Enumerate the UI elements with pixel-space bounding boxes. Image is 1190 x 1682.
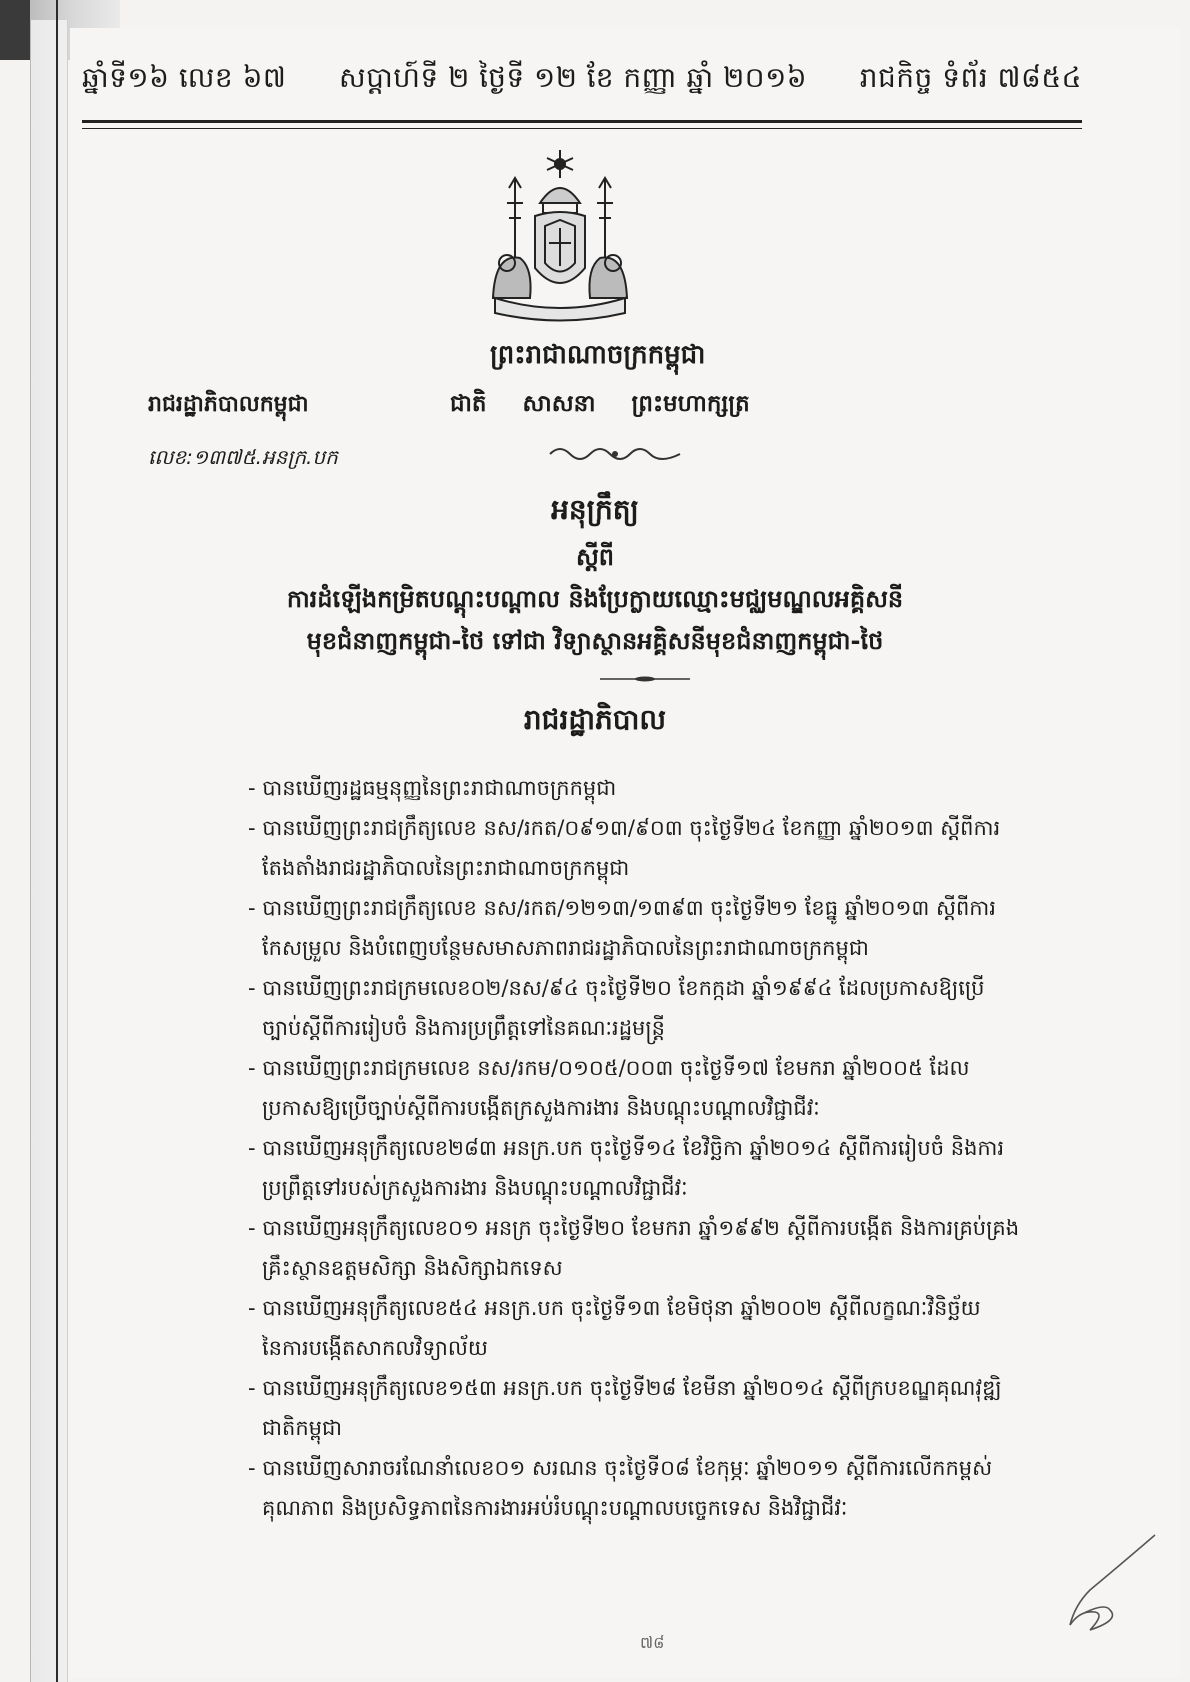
motto-king: ព្រះមហាក្សត្រ <box>631 391 750 417</box>
scan-page-stack <box>30 20 68 1682</box>
preamble-clause <box>248 968 1088 1048</box>
initial-signature-icon <box>1050 1530 1160 1640</box>
kingdom-title: ព្រះរាជាណាចក្រកម្ពុជា <box>490 340 706 370</box>
scan-binding-line <box>56 0 58 1682</box>
ornament-divider-icon <box>545 442 685 466</box>
clause-line: - បានឃើញអនុក្រឹត្យលេខ៥៤ អនក្រ.បក ចុះថ្ងៃទី១៣ ខែមិថុនា ឆ្នាំ២០០២ ស្តីពីលក្ខណៈវិនិច្ឆ័យ <box>248 1296 981 1320</box>
page-number: ៧៨ <box>640 1633 665 1652</box>
clause-continuation: ប្រព្រឹត្តទៅរបស់ក្រសួងការងារ និងបណ្តុះបណ្តាលវិជ្ជាជីវៈ <box>262 1176 688 1200</box>
issuer-name: រាជរដ្ឋាភិបាលកម្ពុជា <box>148 392 309 417</box>
clause-continuation: កែសម្រួល និងបំពេញបន្ថែមសមាសភាពរាជរដ្ឋាភិបាលនៃព្រះរាជាណាចក្រកម្ពុជា <box>262 936 869 960</box>
clause-line: - បានឃើញព្រះរាជក្រឹត្យលេខ នស/រកត/១២១៣/១៣៩៣ ចុះថ្ងៃទី២១ ខែធ្នូ ឆ្នាំ២០១៣ ស្តីពីការ <box>248 896 996 920</box>
header-week: សប្តាហ៍ទី ២ ថ្ងៃទី ១២ ខែ កញ្ញា ឆ្នាំ ២០១៦ <box>338 61 808 94</box>
clause-line: - បានឃើញអនុក្រឹត្យលេខ១៥៣ អនក្រ.បក ចុះថ្ងៃទី២៨ ខែមីនា ឆ្នាំ២០១៤ ស្តីពីក្របខណ្ឌគុណវុឌ្ឍិ <box>248 1376 1002 1400</box>
clause-line: - បានឃើញអនុក្រឹត្យលេខ២៨៣ អនក្រ.បក ចុះថ្ងៃទី១៤ ខែវិច្ឆិកា ឆ្នាំ២០១៤ ស្តីពីការរៀបចំ និងការ <box>248 1136 1005 1160</box>
motto-nation: ជាតិ <box>450 391 487 417</box>
preamble-clause <box>248 1368 1088 1448</box>
national-motto <box>450 390 750 423</box>
clause-line: - បានឃើញព្រះរាជក្រមលេខ នស/រកម/០១០៥/០០៣ ចុះថ្ងៃទី១៧ ខែមករា ឆ្នាំ២០០៥ ដែល <box>248 1056 970 1080</box>
document-type: អនុក្រឹត្យ <box>551 493 639 526</box>
motto-religion: សាសនា <box>522 391 596 417</box>
government-heading: រាជរដ្ឋាភិបាល <box>523 703 667 736</box>
header-rule <box>82 120 1082 129</box>
preamble-clause <box>248 1208 1088 1288</box>
preamble-clause <box>248 888 1088 968</box>
preamble-clause <box>248 1288 1088 1368</box>
title-about: ស្តីពី <box>575 543 615 571</box>
preamble-clause <box>248 1128 1088 1208</box>
clause-continuation: គុណភាព និងប្រសិទ្ធភាពនៃការងារអប់រំបណ្តុះបណ្តាលបច្ចេកទេស និងវិជ្ជាជីវៈ <box>262 1496 848 1520</box>
clause-line: - បានឃើញអនុក្រឹត្យលេខ០១ អនក្រ ចុះថ្ងៃទី២០ ខែមករា ឆ្នាំ១៩៩២ ស្តីពីការបង្កើត និងការគ្រប់គ្រង <box>248 1216 1020 1240</box>
title-divider-icon <box>600 674 690 684</box>
preamble-clauses <box>248 768 1088 1528</box>
clause-continuation: ជាតិកម្ពុជា <box>262 1416 342 1440</box>
preamble-clause <box>248 768 1088 808</box>
clause-line: - បានឃើញសារាចរណែនាំលេខ០១ សរណន ចុះថ្ងៃទី០៨ ខែកុម្ភៈ ឆ្នាំ២០១១ ស្តីពីការលើកកម្ពស់ <box>248 1456 993 1480</box>
clause-continuation: គ្រឹះស្ថានឧត្តមសិក្សា និងសិក្សាឯកទេស <box>262 1256 563 1280</box>
title-line-1: ការដំឡើងកម្រិតបណ្តុះបណ្តាល និងប្រែក្លាយឈ្មោះមជ្ឈមណ្ឌលអគ្គិសនី <box>286 585 904 613</box>
clause-continuation: តែងតាំងរាជរដ្ឋាភិបាលនៃព្រះរាជាណាចក្រកម្ពុជា <box>262 856 630 880</box>
clause-continuation: ប្រកាសឱ្យប្រើច្បាប់ស្តីពីការបង្កើតក្រសួងការងារ និងបណ្តុះបណ្តាលវិជ្ជាជីវៈ <box>262 1096 820 1120</box>
clause-continuation: ច្បាប់ស្តីពីការរៀបចំ និងការប្រព្រឹត្តទៅនៃគណៈរដ្ឋមន្ត្រី <box>262 1016 665 1040</box>
clause-line: - បានឃើញព្រះរាជក្រឹត្យលេខ នស/រកត/០៩១៣/៩០៣ ចុះថ្ងៃទី២៤ ខែកញ្ញា ឆ្នាំ២០១៣ ស្តីពីការ <box>248 816 1001 840</box>
gazette-header <box>82 60 1082 101</box>
preamble-clause <box>248 1048 1088 1128</box>
header-issue: ឆ្នាំទី១៦ លេខ ៦៧ <box>82 61 287 94</box>
royal-coat-of-arms-icon <box>485 148 635 328</box>
reference-number: លេខ:១៣៧៥.អនក្រ.បក <box>148 445 338 469</box>
title-line-2: មុខជំនាញកម្ពុជា-ថៃ ទៅជា វិទ្យាស្ថានអគ្គិសនីមុខជំនាញកម្ពុជា-ថៃ <box>306 627 884 655</box>
preamble-clause <box>248 808 1088 888</box>
clause-line: - បានឃើញព្រះរាជក្រមលេខ០២/នស/៩៤ ចុះថ្ងៃទី២០ ខែកក្កដា ឆ្នាំ១៩៩៤ ដែលប្រកាសឱ្យប្រើ <box>248 976 985 1000</box>
header-gazette-page: រាជកិច្ច ទំព័រ ៧៨៥៤ <box>859 61 1082 94</box>
clause-continuation: នៃការបង្កើតសាកលវិទ្យាល័យ <box>262 1336 488 1360</box>
preamble-clause <box>248 1448 1088 1528</box>
clause-line: - បានឃើញរដ្ឋធម្មនុញ្ញនៃព្រះរាជាណាចក្រកម្ពុជា <box>248 776 617 800</box>
